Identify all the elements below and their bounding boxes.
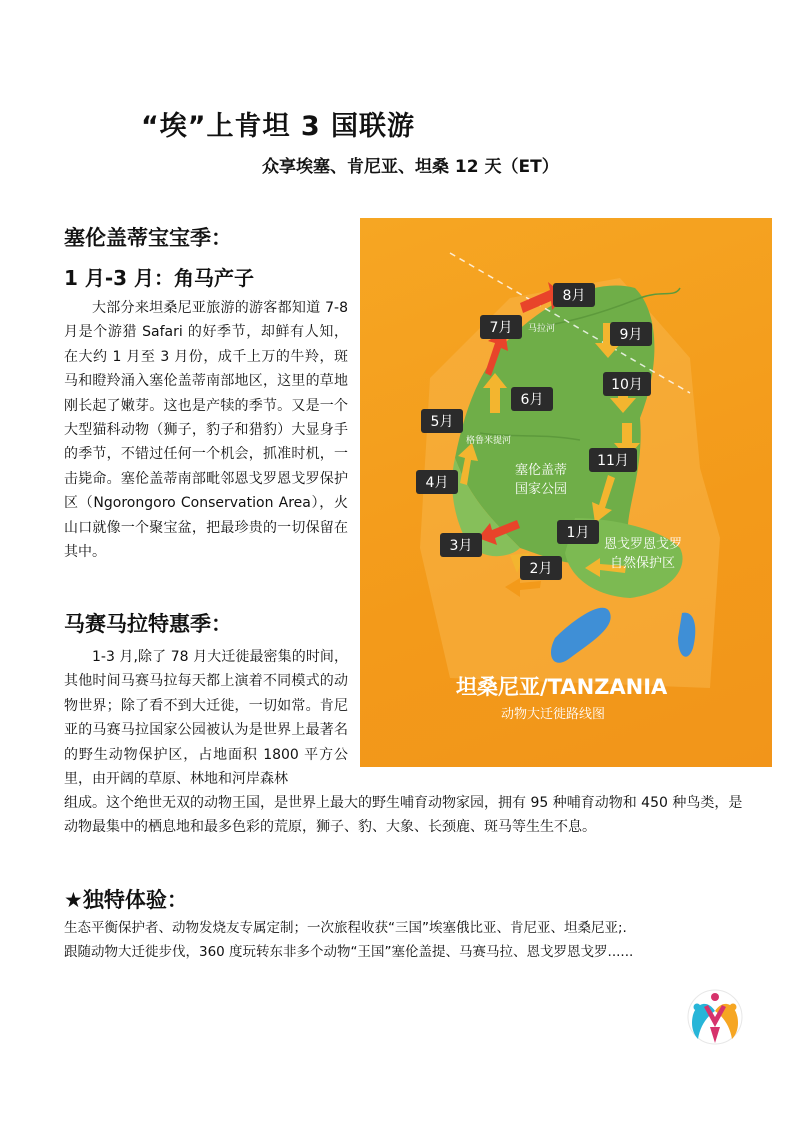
section2-paragraph-wide: 组成。这个绝世无双的动物王国，是世界上最大的野生哺育动物家园，拥有 95 种哺育动物和 450 种鸟类，是动物最集中的栖息地和最多色彩的荒原，狮子、豹、大象、长颈鹿、斑马等生生不息。 [64,795,743,836]
experience-line-2: 跟随动物大迁徙步伐，360 度玩转东非多个动物“王国”塞伦盖提、马赛马拉、恩戈罗恩戈罗...... [64,944,634,960]
month-label-may: 5月 [430,414,454,430]
label-mara-river: 马拉河 [528,324,556,334]
label-park-line2: 国家公园 [515,482,568,497]
page-title: “埃”上肯坦 3 国联游 [140,111,416,142]
label-park-line1: 塞伦盖蒂 [515,463,568,478]
section-subheading-calving: 1 月-3 月：角马产子 [64,266,255,290]
section-heading-serengeti: 塞伦盖蒂宝宝季： [64,226,232,250]
label-grumeti-river: 格鲁米提河 [466,436,512,446]
page-subtitle: 众享埃塞、肯尼亚、坦桑 12 天（ET） [262,157,559,177]
month-label-feb: 2月 [529,561,553,577]
migration-map-svg [360,218,772,767]
section1-paragraph: 大部分来坦桑尼亚旅游的游客都知道 7-8 月是个游猎 Safari 的好季节，却鲜有人知，在大约 1 月至 3 月份，成千上万的牛羚，斑马和瞪羚涌入塞伦盖蒂南部地区，这里的草地刚长起了嫩芽。这也是产犊的季节。又是一个大型猫科动物（狮子，豹子和猎豹）大显身手的季节，不错过任何一个机会，抓准时机，一击毙命。塞伦盖蒂南部毗邻恩戈罗恩戈罗保护区（Ngorongoro Conservation Area），火山口就像一个聚宝盆，把最珍贵的一切保留在其中。 [64,300,348,561]
month-label-sep: 9月 [619,327,643,343]
month-label-mar: 3月 [449,538,473,554]
label-reserve-line2: 自然保护区 [610,556,676,571]
company-logo-icon [684,987,746,1047]
month-label-jun: 6月 [520,392,544,408]
section-heading-experience: ★独特体验： [64,888,188,912]
section2-paragraph-narrow: 1-3 月,除了 78 月大迁徙最密集的时间，其他时间马赛马拉每天都上演着不同模式的动物世界；除了看不到大迁徙，一切如常。肯尼亚的马赛马拉国家公园被认为是世界上最著名的野生动物保护区，占地面积 1800 平方公里，由开阔的草原、林地和河岸森林 [64,649,348,788]
map-title: 坦桑尼亚/TANZANIA [456,675,668,699]
month-label-oct: 10月 [611,377,643,393]
map-caption: 动物大迁徙路线图 [501,707,606,722]
month-label-aug: 8月 [562,288,586,304]
label-reserve-line1: 恩戈罗恩戈罗 [604,537,683,552]
month-label-jan: 1月 [566,525,590,541]
migration-map [360,218,772,767]
section-heading-masai-mara: 马赛马拉特惠季： [64,612,232,636]
month-label-nov: 11月 [597,453,629,469]
month-label-jul: 7月 [489,320,513,336]
month-label-apr: 4月 [425,475,449,491]
experience-line-1: 生态平衡保护者、动物发烧友专属定制；一次旅程收获“三国”埃塞俄比亚、肯尼亚、坦桑尼亚;. [64,920,627,936]
